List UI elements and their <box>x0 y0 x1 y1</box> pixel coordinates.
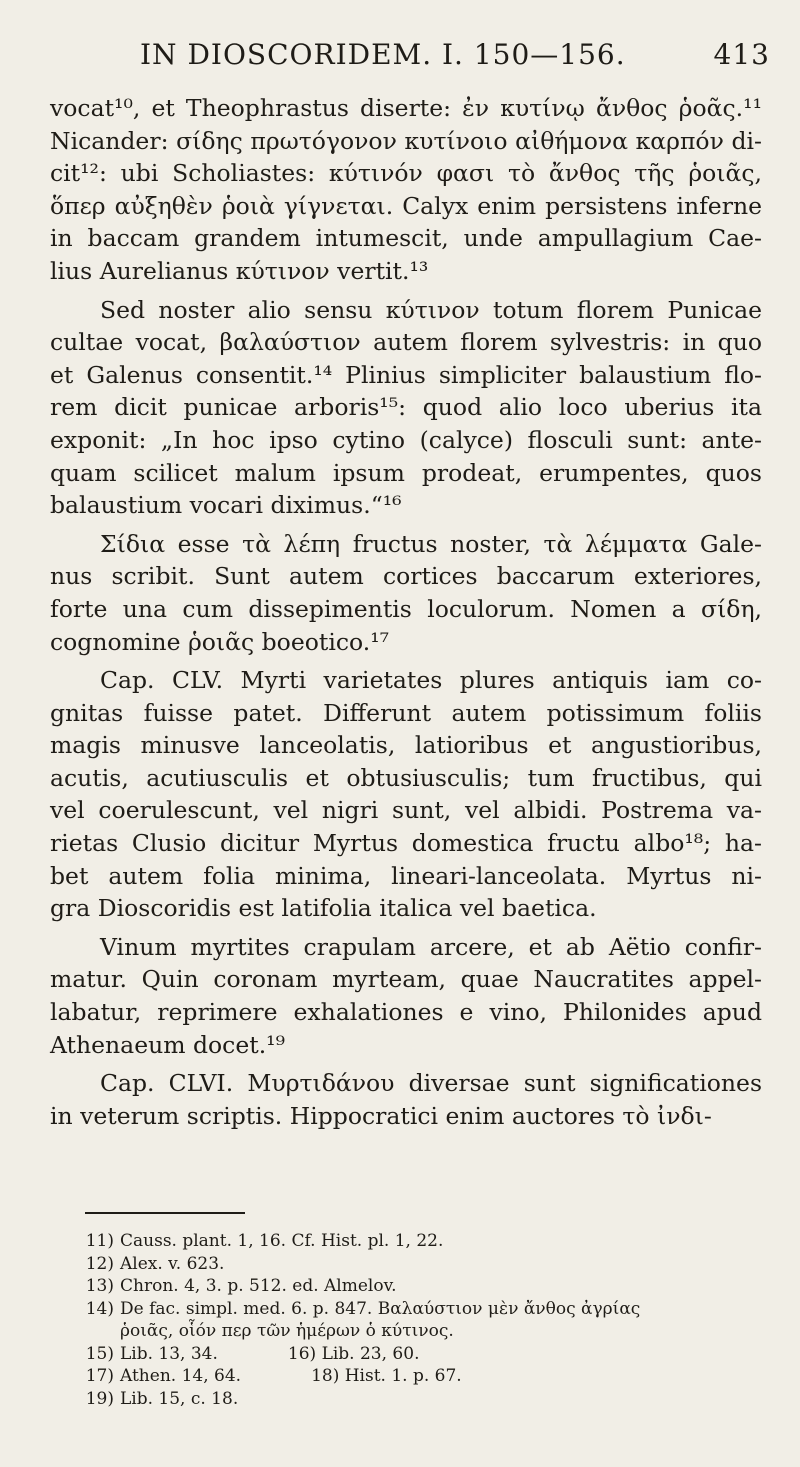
footnote <box>50 1230 762 1253</box>
text-line: bet autem folia minima, lineari-lanceolata. Myrtus ni- <box>50 861 762 890</box>
text-line: et Galenus consentit.¹⁴ Plinius simpliciter balaustium flo- <box>50 360 762 389</box>
paragraph <box>50 92 762 288</box>
footnote <box>50 1298 762 1321</box>
footnote-text: Causs. plant. 1, 16. Cf. Hist. pl. 1, 22. <box>120 1231 444 1251</box>
text-line: rem dicit punicae arboris¹⁵: quod alio loco uberius ita <box>50 393 762 422</box>
page-number: 413 <box>713 38 770 71</box>
text-line: gnitas fuisse patet. Differunt autem potissimum foliis <box>50 698 762 727</box>
paragraph <box>50 294 762 522</box>
text-line: lius Aurelianus κύτινον vertit.¹³ <box>50 256 429 285</box>
text-line: quam scilicet malum ipsum prodeat, erumpentes, quos <box>50 458 762 487</box>
footnote-number: 17) <box>85 1366 114 1386</box>
footnote <box>50 1253 762 1276</box>
paragraph <box>50 528 762 658</box>
footnote <box>50 1388 762 1411</box>
footnote-text: Hist. 1. p. 67. <box>344 1366 462 1386</box>
footnote-number: 11) <box>85 1231 114 1251</box>
text-line: in veterum scriptis. Hippocratici enim auctores τὸ ἰνδι- <box>50 1101 712 1130</box>
text-line: vel coerulescunt, vel nigri sunt, vel albidi. Postrema va- <box>50 796 762 825</box>
text-line: Σίδια esse τὰ λέπη fructus noster, τὰ λέμματα Gale- <box>100 529 762 558</box>
text-line: in baccam grandem intumescit, unde ampullagium Cae- <box>50 224 762 253</box>
footnote-text: Lib. 23, 60. <box>321 1343 420 1364</box>
running-header <box>140 38 770 78</box>
text-line: labatur, reprimere exhalationes e vino, Philonides apud <box>50 998 762 1027</box>
text-line: vocat¹⁰, et Theophrastus diserte: ἐν κυτίνῳ ἄνθος ῥοᾶς.¹¹ <box>50 94 762 122</box>
text-line: matur. Quin coronam myrteam, quae Naucratites appel- <box>50 965 762 994</box>
footnote <box>50 1343 762 1366</box>
footnote-text: Lib. 13, 34. <box>120 1343 218 1364</box>
paragraph <box>50 931 762 1061</box>
footnote-number: 19) <box>85 1388 114 1409</box>
text-line: magis minusve lanceolatis, latioribus et angustioribus, <box>50 731 762 760</box>
paragraph <box>50 664 762 925</box>
text-line: Sed noster alio sensu κύτινον totum florem Punicae <box>100 295 762 324</box>
text-line: cognomine ῥοιᾶς boeotico.¹⁷ <box>50 627 390 656</box>
footnote-text: De fac. simpl. med. 6. p. 847. Βαλαύστιον μὲν ἄνθος ἀγρίας <box>120 1298 641 1319</box>
running-title: IN DIOSCORIDEM. I. 150—156. <box>140 38 626 71</box>
text-line: gra Dioscoridis est latifolia italica vel baetica. <box>50 894 597 923</box>
footnote-text: Athen. 14, 64. <box>120 1366 242 1386</box>
footnote-number: 18) <box>311 1366 340 1386</box>
text-line: Cap. CLVI. Μυρτιδάνου diversae sunt significationes <box>100 1069 762 1098</box>
footnote-number: 13) <box>85 1276 114 1296</box>
footnote-text: Chron. 4, 3. p. 512. ed. Almelov. <box>120 1276 397 1296</box>
footnote-number: 15) <box>85 1343 114 1364</box>
text-line: rietas Clusio dicitur Myrtus domestica fructu albo¹⁸; ha- <box>50 829 762 858</box>
text-line: Vinum myrtites crapulam arcere, et ab Aëtio confir- <box>100 932 762 961</box>
footnote <box>50 1320 762 1343</box>
text-line: Athenaeum docet.¹⁹ <box>50 1030 285 1059</box>
footnote-text: ῥοιᾶς, οἷόν περ τῶν ἡμέρων ὁ κύτινος. <box>120 1321 454 1341</box>
footnote <box>50 1365 762 1388</box>
footnote-number: 14) <box>85 1298 114 1319</box>
main-text <box>50 92 762 1132</box>
text-line: cultae vocat, βαλαύστιον autem florem sylvestris: in quo <box>50 328 762 357</box>
text-line: exponit: „In hoc ipso cytino (calyce) flosculi sunt: ante- <box>50 425 762 454</box>
text-line: forte una cum dissepimentis loculorum. Nomen a σίδη, <box>50 594 762 623</box>
footnotes <box>50 1230 762 1410</box>
footnote-number: 16) <box>287 1343 317 1364</box>
text-line: acutis, acutiusculis et obtusiusculis; tum fructibus, qui <box>50 763 762 792</box>
footnote <box>50 1275 762 1298</box>
text-line: Cap. CLV. Myrti varietates plures antiquis iam co- <box>100 666 762 695</box>
text-line: nus scribit. Sunt autem cortices baccarum exteriores, <box>50 562 762 591</box>
text-line: balaustium vocari diximus.“¹⁶ <box>50 491 402 520</box>
paragraph <box>50 1067 762 1132</box>
text-line: Nicander: σίδης πρωτόγονον κυτίνοιο αἰθήμονα καρπόν di- <box>50 126 762 155</box>
footnote-text: Alex. v. 623. <box>120 1253 225 1274</box>
footnote-number: 12) <box>85 1253 114 1274</box>
text-line: ὅπερ αὐξηθὲν ῥοιὰ γίγνεται. Calyx enim persistens inferne <box>50 191 762 220</box>
text-line: cit¹²: ubi Scholiastes: κύτινόν φασι τὸ ἄνθος τῆς ῥοιᾶς, <box>50 159 762 188</box>
footnote-rule <box>85 1212 245 1214</box>
footnote-text: Lib. 15, c. 18. <box>120 1388 239 1409</box>
